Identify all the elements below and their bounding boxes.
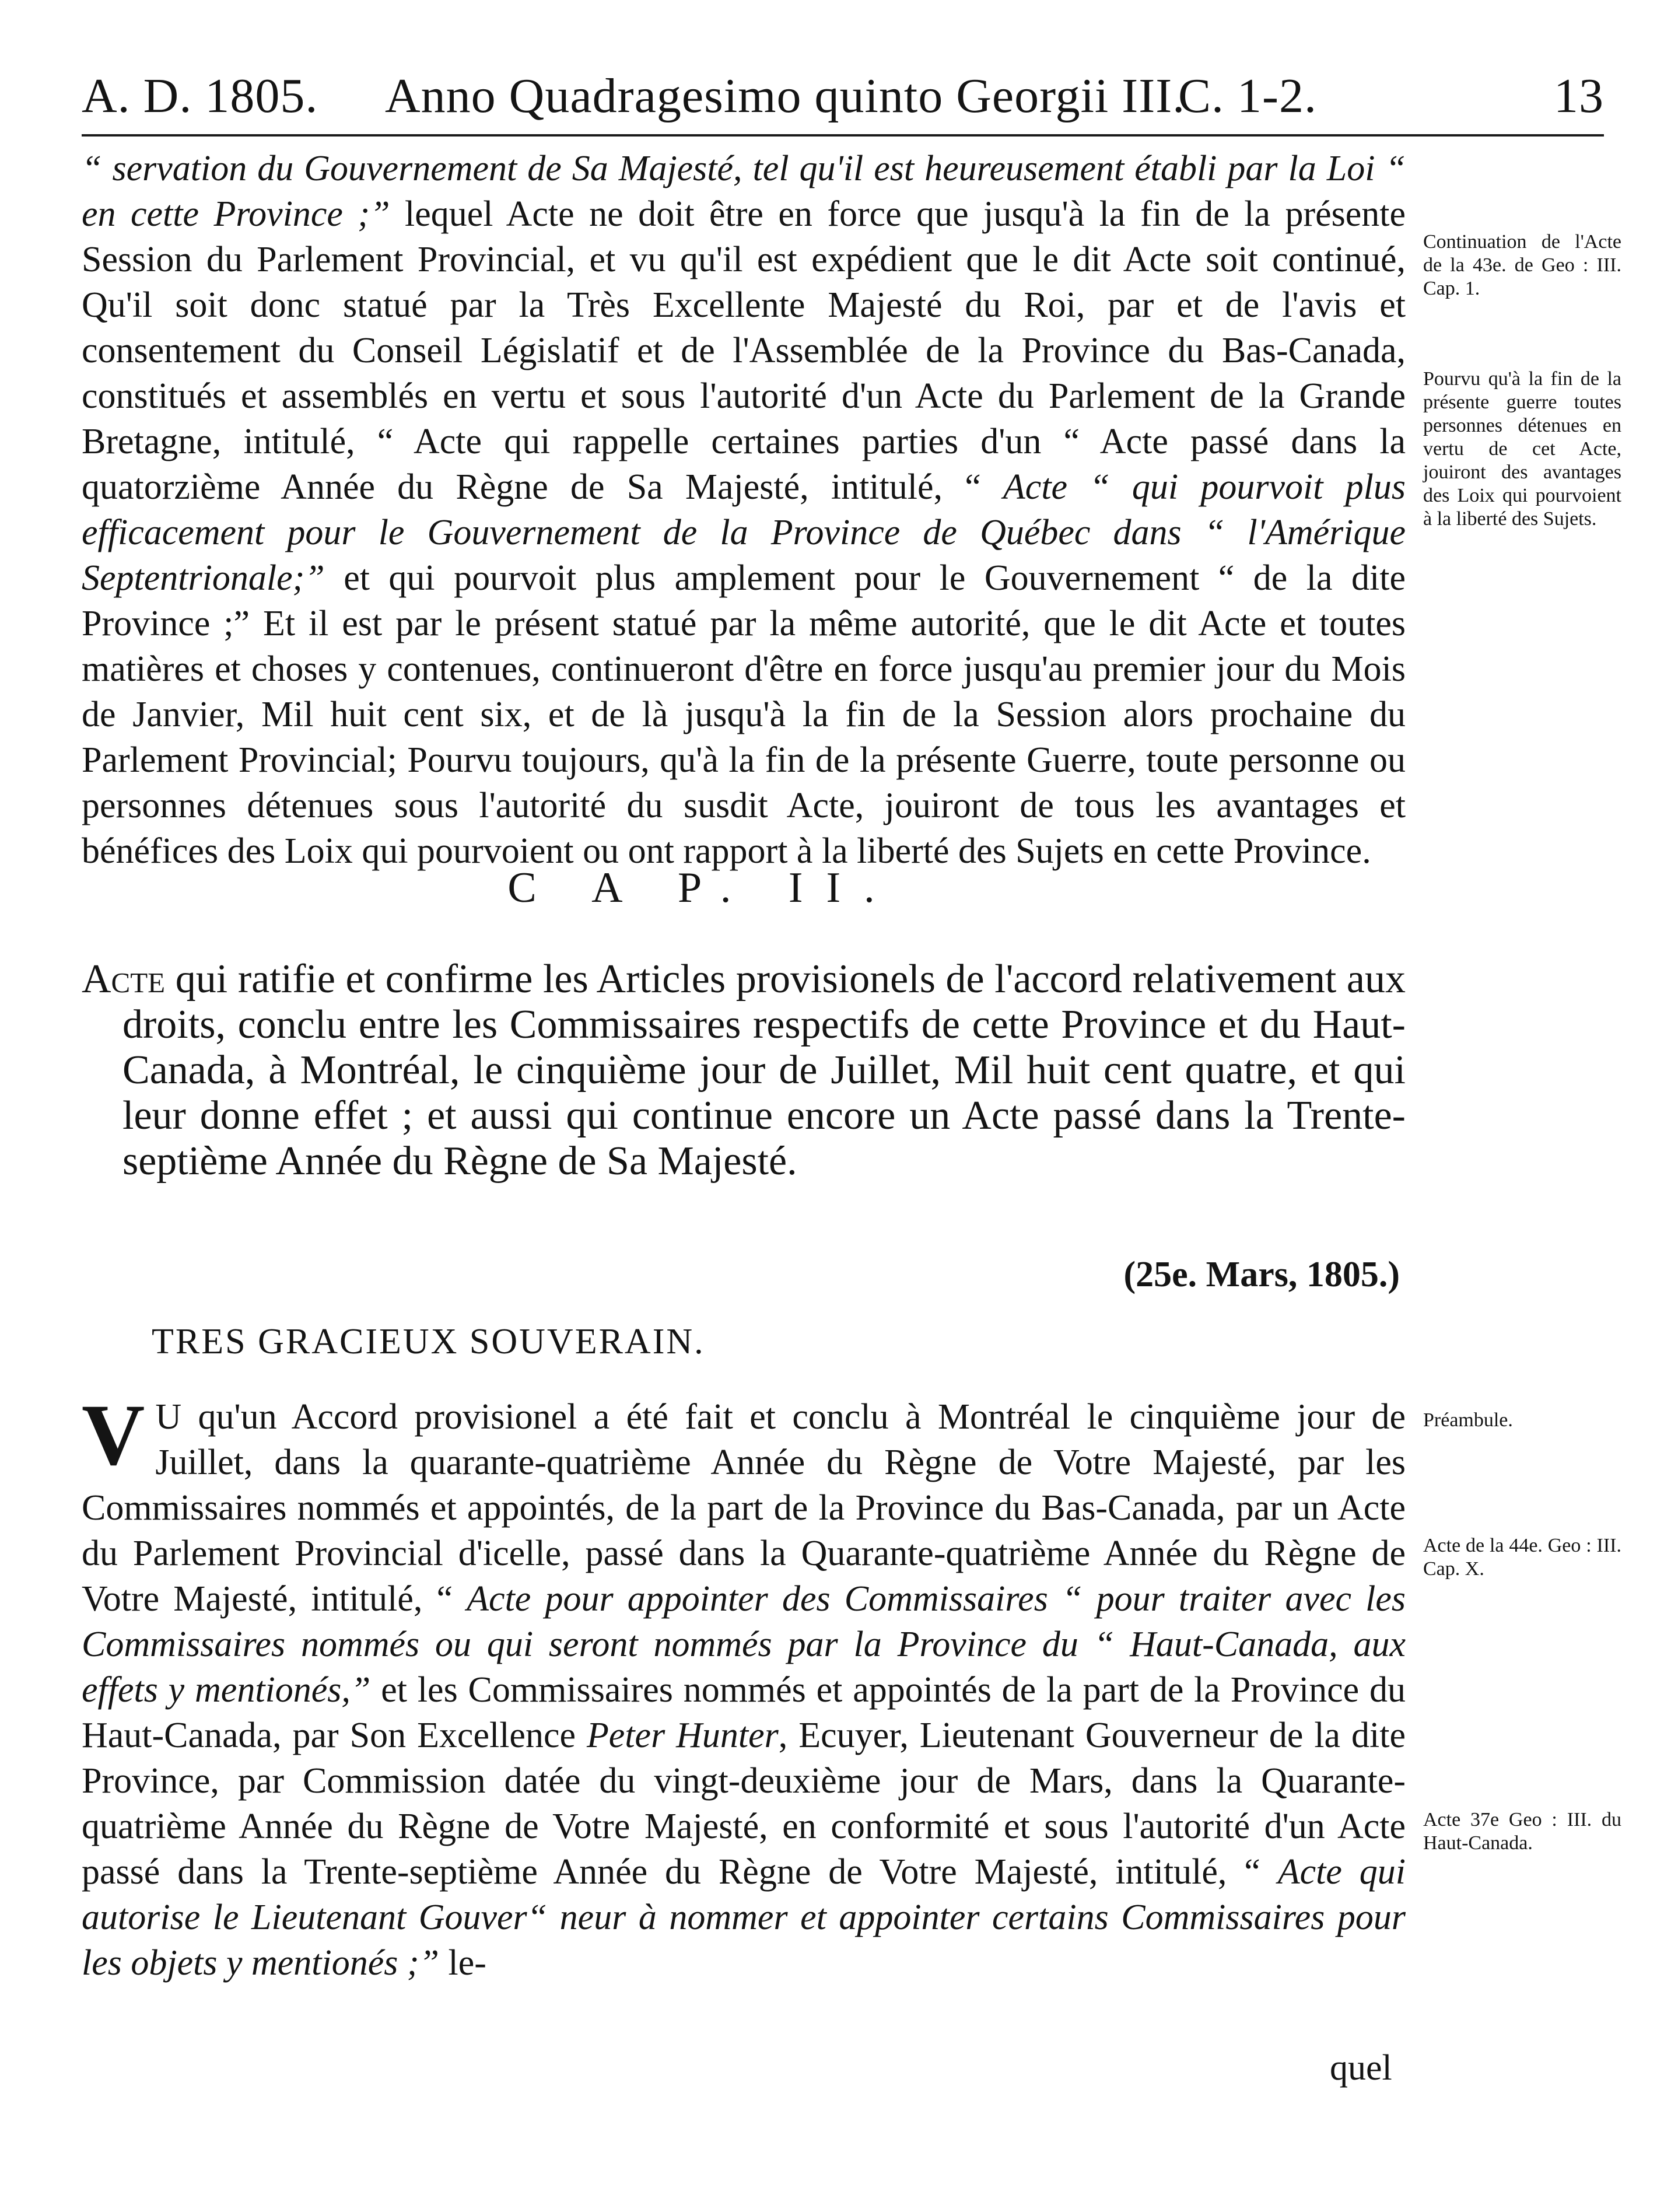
preamble-italic-b: Peter Hunter [586, 1716, 779, 1755]
page-number: 13 [1554, 69, 1604, 123]
margin-note-preamble: Préambule. [1423, 1409, 1513, 1431]
cap1-italic-a: “ servation du Gouvernement de Sa Majesté, tel qu'il est heureusement établi par la Loi “ en cette Province ;” [82, 149, 1406, 234]
running-header [82, 58, 1604, 136]
preamble-text-d: le- [439, 1943, 486, 1983]
cap1-italic-b: Acte “ qui pourvoit plus efficacement pour le Gouvernement de la Province de Québec dans “ l'Amérique Septentrionale;” [82, 467, 1406, 598]
catchword: quel [1330, 2048, 1392, 2088]
margin-note-proviso: Pourvu qu'à la fin de la présente guerre toutes personnes détenues en vertu de cet Acte, jouiront des avantages des Loix qui pourvoient à la liberté des Sujets. [1423, 368, 1621, 530]
cap1-continuation-paragraph [82, 146, 1406, 874]
salutation: TRES GRACIEUX SOUVERAIN. [152, 1322, 705, 1362]
cap2-act-title [82, 957, 1406, 1184]
margin-note-continuation: Continuation de l'Acte de la 43e. de Geo : III. Cap. 1. [1423, 231, 1621, 299]
header-chapter: C. 1-2. [1178, 69, 1317, 123]
preamble-text-b: et les Commissaires nommés et appointés de la part de la Province du Haut-Canada, par Son Excellence [82, 1670, 1406, 1755]
margin-note-act-44: Acte de la 44e. Geo : III. Cap. X. [1423, 1535, 1621, 1580]
preamble-italic-c: Acte qui autorise le Lieutenant Gouver“ neur à nommer et appointer certains Commissaires pour les objets y mentionés ;” [82, 1852, 1406, 1983]
preamble-italic-a: Acte pour appointer des Commissaires “ pour traiter avec les Commissaires nommés ou qui seront nommés par la Province du “ Haut-Canada, aux effets y mentionés,” [82, 1579, 1406, 1710]
preamble-text-c: , Ecuyer, Lieutenant Gouverneur de la dite Province, par Commission datée du vingt-deuxième jour de Mars, dans la Quarante-quatrième Année du Règne de Votre Majesté, en conformité et sous l'autorité d'un Acte passé dans la Trente-septième Année du Règne de Votre Majesté, intitulé, “ [82, 1716, 1406, 1892]
act-date: (25e. Mars, 1805.) [1123, 1255, 1400, 1294]
margin-note-act-37: Acte 37e Geo : III. du Haut-Canada. [1423, 1809, 1621, 1854]
header-title: Anno Quadragesimo quinto Georgii III. [385, 69, 1186, 123]
preamble-text-a: U qu'un Accord provisionel a été fait et conclu à Montréal le cinquième jour de Juillet, dans la quarante-quatrième Année du Règne de Votre Majesté, par les Commissaires nommés et appointés, de la part de la Province du Bas-Canada, par un Acte du Parlement Provincial d'icelle, passé dans la Quarante-quatrième Année du Règne de Votre Majesté, intitulé, “ [82, 1397, 1406, 1619]
drop-cap: V [82, 1387, 145, 1483]
cap2-heading: C A P. II. [507, 864, 898, 912]
cap1-text-a: lequel Acte ne doit être en force que jusqu'à la fin de la présente Session du Parlement Provincial, et vu qu'il est expédient que le dit Acte soit continué, Qu'il soit donc statué par la Très Excellente Majesté du Roi, par et de l'avis et consentement du Conseil Législatif et de l'Assemblée de la Province du Bas-Canada, constitués et assemblés en vertu et sous l'autorité d'un Acte du Parlement de la Grande Bretagne, intitulé, “ Acte qui rappelle certaines parties d'un “ Acte passé dans la quatorzième Année du Règne de Sa Majesté, intitulé, “ [82, 194, 1406, 507]
cap1-text-b: et qui pourvoit plus amplement pour le Gouvernement “ de la dite Province ;” Et il est par le présent statué par la même autorité, que le dit Acte et toutes matières et choses y contenues, continueront d'être en force jusqu'au premier jour du Mois de Janvier, Mil huit cent six, et de là jusqu'à la fin de la Session alors prochaine du Parlement Provincial; Pourvu toujours, qu'à la fin de la présente Guerre, toute personne ou personnes détenues sous l'autorité du susdit Acte, jouiront de tous les avantages et bénéfices des Loix qui pourvoient ou ont rapport à la liberté des Sujets en cette Province. [82, 558, 1406, 871]
header-year: A. D. 1805. [82, 69, 318, 123]
act-title-lead: Acte [82, 957, 166, 1002]
act-title-rest: qui ratifie et confirme les Articles provisionels de l'accord relativement aux droits, conclu entre les Commissaires respectifs de cette Province et du Haut-Canada, à Montréal, le cinquième jour de Juillet, Mil huit cent quatre, et qui leur donne effet ; et aussi qui continue encore un Acte passé dans la Trente-septième Année du Règne de Sa Majesté. [122, 957, 1406, 1184]
preamble-paragraph [82, 1387, 1406, 1986]
